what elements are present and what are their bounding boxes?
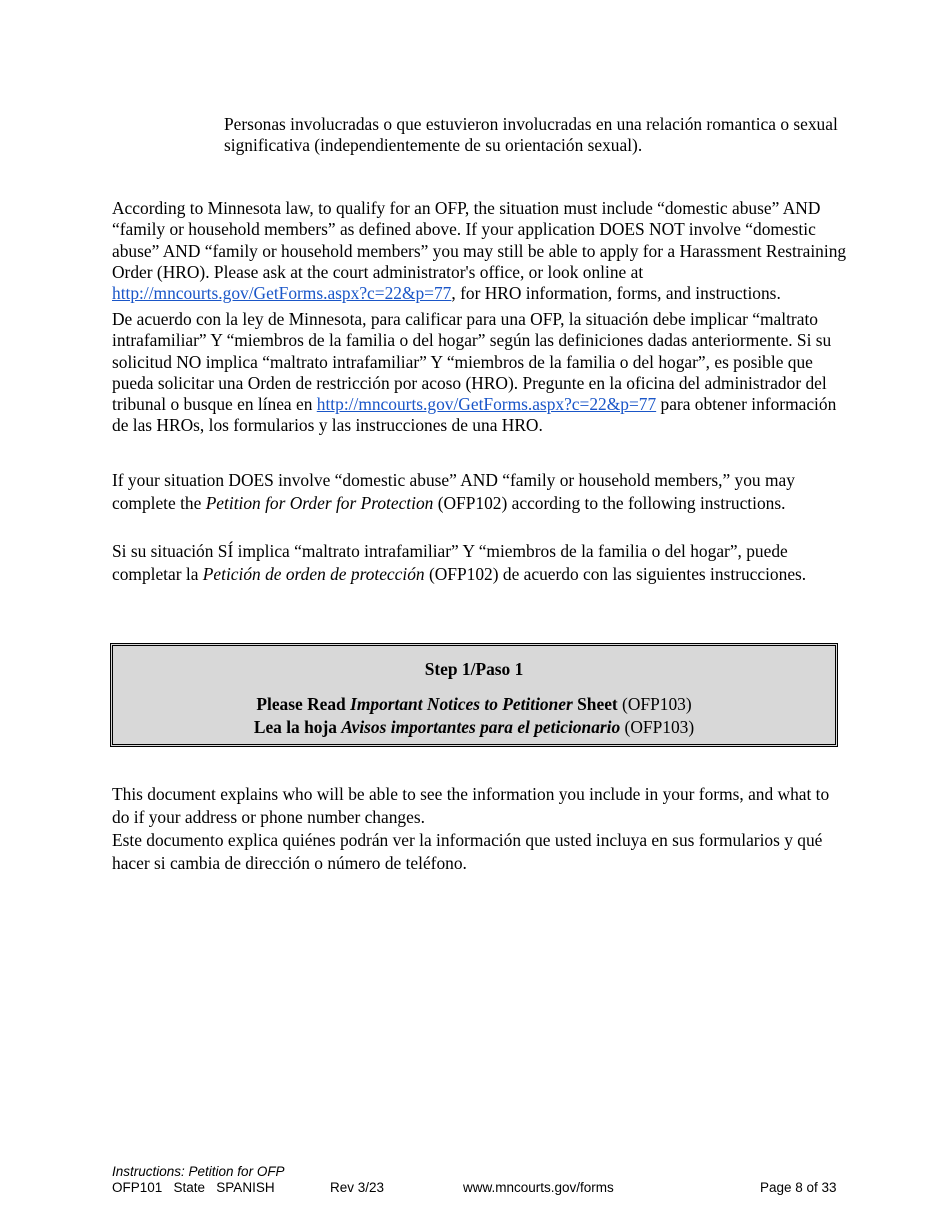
text-segment: Lea la hoja: [253, 717, 342, 737]
text-segment: (OFP102) according to the following instructions.: [433, 493, 786, 513]
spanish-paragraph-petition: [112, 540, 847, 586]
text-segment: If your situation DOES involve “domestic abuse” AND “family or household members,” you may complete the: [112, 470, 795, 513]
petition-title: Petition for Order for Protection: [205, 493, 434, 513]
text-segment: , for HRO information, forms, and instructions.: [451, 283, 781, 304]
step-instruction-english: [113, 693, 835, 716]
hro-forms-link-spanish[interactable]: http://mncourts.gov/GetForms.aspx?c=22&p=77: [316, 394, 657, 415]
footer-title: Instructions: Petition for OFP: [112, 1164, 285, 1179]
text-segment: De acuerdo con la ley de Minnesota, para calificar para una OFP, la situación debe implicar “maltrato intrafamiliar” Y “miembros de la familia o del hogar” según las definiciones dadas anteriormente. Si su solicitud NO implica “maltrato intrafamiliar” Y “miembros de la familia o del hogar”, es posible que pueda solicitar una Orden de restricción por acoso (HRO). Pregunte en la oficina del administrador del tribunal o busque en línea en: [112, 309, 832, 415]
english-paragraph-petition: [112, 469, 847, 515]
text-segment: Si su situación SÍ implica “maltrato intrafamiliar” Y “miembros de la familia o del hogar”, puede completar la: [112, 541, 788, 584]
footer-url: www.mncourts.gov/forms: [463, 1180, 614, 1195]
text-segment: para obtener información de las HROs, los formularios y las instrucciones de una HRO.: [112, 394, 837, 436]
step-instruction-spanish: [113, 716, 835, 739]
text-segment: According to Minnesota law, to qualify for an OFP, the situation must include “domestic abuse” AND “family or household members” as defined above. If your application DOES NOT involve “domestic abuse” AND “family or household members” you may still be able to apply for a Harassment Restraining Order (HRO). Please ask at the court administrator's office, or look online at: [112, 198, 847, 282]
text-segment: Sheet: [572, 694, 618, 714]
step-title: Step 1/Paso 1: [424, 659, 524, 679]
form-code: (OFP103): [620, 717, 695, 737]
notices-title-spanish: Avisos importantes para el peticionario: [341, 717, 621, 737]
footer-page-number: Page 8 of 33: [760, 1180, 837, 1195]
step-1-box: [110, 643, 838, 747]
english-paragraph-document-explanation: This document explains who will be able to see the information you include in your forms, and what to do if your address or phone number changes.: [112, 784, 830, 827]
hro-forms-link[interactable]: http://mncourts.gov/GetForms.aspx?c=22&p=77: [112, 283, 452, 304]
english-paragraph-ofp-qualification: [112, 198, 847, 304]
indented-paragraph: Personas involucradas o que estuvieron involucradas en una relación romantica o sexual significativa (independientemente de su orientación sexual).: [224, 114, 838, 156]
form-code: (OFP103): [617, 694, 692, 714]
spanish-paragraph-ofp-qualification: [112, 309, 847, 437]
petition-title-spanish: Petición de orden de protección: [202, 564, 425, 584]
text-segment: (OFP102) de acuerdo con las siguientes instrucciones.: [424, 564, 807, 584]
footer-form-code: OFP101 State SPANISH: [112, 1180, 275, 1195]
spanish-paragraph-document-explanation: Este documento explica quiénes podrán ver la información que usted incluya en sus formularios y qué hacer si cambia de dirección o número de teléfono.: [112, 830, 823, 873]
text-segment: Please Read: [256, 694, 351, 714]
footer-revision: Rev 3/23: [330, 1180, 385, 1195]
notices-title: Important Notices to Petitioner: [350, 694, 573, 714]
